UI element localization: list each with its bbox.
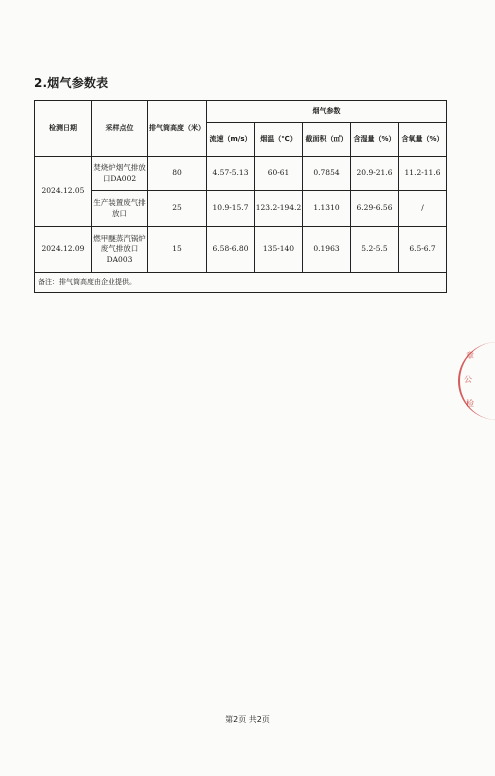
cell-moisture: 6.29-6.56 (351, 191, 399, 227)
table-row (35, 227, 447, 273)
cell-velocity: 10.9-15.7 (207, 191, 255, 227)
red-seal-stamp (458, 342, 495, 420)
cell-velocity: 4.57-5.13 (207, 157, 255, 191)
cell-moisture: 20.9-21.6 (351, 157, 399, 191)
cell-moisture: 5.2-5.5 (351, 227, 399, 273)
table-note: 备注：排气筒高度由企业提供。 (35, 273, 447, 293)
cell-date: 2024.12.09 (35, 227, 92, 273)
stamp-char: 公 (464, 375, 472, 384)
header-temperature: 烟温（℃） (255, 123, 303, 157)
header-stack-height: 排气筒高度（米） (148, 101, 207, 157)
header-velocity: 流速（m/s） (207, 123, 255, 157)
cell-temperature: 123.2-194.2 (255, 191, 303, 227)
cell-location: 燃甲醚蒸汽锅炉废气排放口DA003 (92, 227, 148, 273)
cell-velocity: 6.58-6.80 (207, 227, 255, 273)
cell-location: 焚烧炉烟气排放口DA002 (92, 157, 148, 191)
header-date: 检测日期 (35, 101, 92, 157)
cell-area: 0.1963 (303, 227, 351, 273)
cell-temperature: 60-61 (255, 157, 303, 191)
cell-area: 1.1310 (303, 191, 351, 227)
section-title: 2.烟气参数表 (34, 76, 109, 90)
header-location: 采样点位 (92, 101, 148, 157)
cell-oxygen: 11.2-11.6 (399, 157, 447, 191)
table-row (35, 157, 447, 191)
header-row-1 (35, 101, 447, 123)
cell-oxygen: 6.5-6.7 (399, 227, 447, 273)
cell-date: 2024.12.05 (35, 157, 92, 227)
header-moisture: 含湿量（%） (351, 123, 399, 157)
cell-oxygen: / (399, 191, 447, 227)
header-flue-gas-group: 烟气参数 (207, 101, 447, 123)
header-area: 截面积（㎡） (303, 123, 351, 157)
table-row (35, 191, 447, 227)
cell-temperature: 135-140 (255, 227, 303, 273)
cell-location: 生产装置废气排放口 (92, 191, 148, 227)
cell-height: 15 (148, 227, 207, 273)
stamp-char: 章 (466, 351, 474, 360)
header-oxygen: 含氧量（%） (399, 123, 447, 157)
flue-gas-parameter-table (34, 100, 447, 293)
page-number: 第2页 共2页 (225, 715, 270, 724)
cell-height: 80 (148, 157, 207, 191)
stamp-char: 检 (466, 399, 474, 408)
cell-height: 25 (148, 191, 207, 227)
note-row (35, 273, 447, 293)
cell-area: 0.7854 (303, 157, 351, 191)
